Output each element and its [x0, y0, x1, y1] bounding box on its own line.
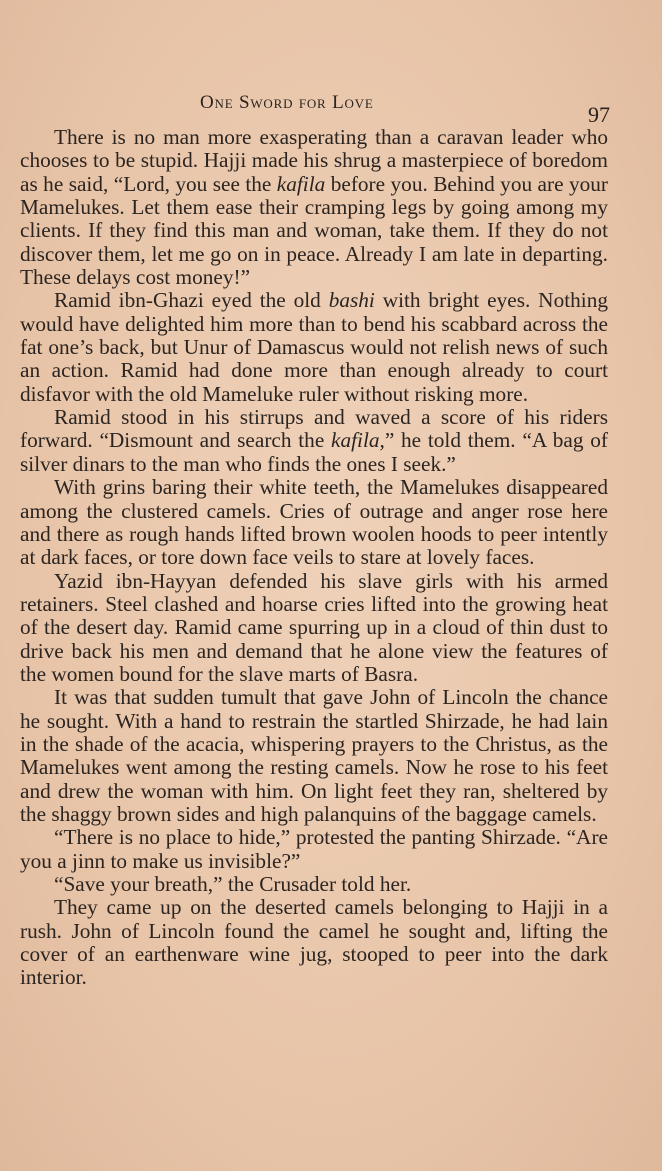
- paragraph: There is no man more exasperating than a caravan leader who chooses to be stupid. Hajji made his shrug a masterpiece of boredom as he said, “Lord, you see the kafila before you. Behind you are your Mamelukes. Let them ease their cramping legs by going among my clients. If they find this man and woman, take them. If they do not discover them, let me go on in peace. Already I am late in departing. These delays cost money!”: [20, 125, 608, 290]
- page-number: 97: [588, 102, 610, 127]
- body-text: [20, 126, 608, 990]
- paragraph: “Save your breath,” the Crusader told her.: [54, 872, 412, 896]
- paragraph: With grins baring their white teeth, the Mamelukes disappeared among the clustered camels. Cries of outrage and anger rose here and there as rough hands lifted brown woolen hoods to peer intently at dark faces, or tore down face veils to stare at lovely faces.: [20, 475, 608, 570]
- running-head: One Sword for Love: [200, 92, 374, 113]
- paragraph: “There is no place to hide,” protested the panting Shirzade. “Are you a jinn to make us invisible?”: [20, 825, 608, 873]
- paragraph: They came up on the deserted camels belonging to Hajji in a rush. John of Lincoln found the camel he sought and, lifting the cover of an earthenware wine jug, stooped to peer into the dark interior.: [20, 895, 608, 990]
- paragraph: Ramid ibn-Ghazi eyed the old bashi with bright eyes. Nothing would have delighted him more than to bend his scabbard across the fat one’s back, but Unur of Damascus would not relish news of such an action. Ramid had done more than enough already to court disfavor with the old Mameluke ruler without risking more.: [20, 288, 608, 406]
- paragraph: Yazid ibn-Hayyan defended his slave girls with his armed retainers. Steel clashed and hoarse cries lifted into the growing heat of the desert day. Ramid came spurring up in a cloud of thin dust to drive back his men and demand that he alone view the features of the women bound for the slave marts of Basra.: [20, 568, 608, 686]
- paragraph: It was that sudden tumult that gave John of Lincoln the chance he sought. With a hand to restrain the startled Shirzade, he had lain in the shade of the acacia, whispering prayers to the Christus, as the Mamelukes went among the resting camels. Now he rose to his feet and drew the woman with him. On light feet they ran, sheltered by the shaggy brown sides and high palanquins of the baggage camels.: [20, 685, 608, 826]
- paragraph: Ramid stood in his stirrups and waved a score of his riders forward. “Dismount and search the kafila,” he told them. “A bag of silver dinars to the man who finds the ones I seek.”: [20, 405, 608, 476]
